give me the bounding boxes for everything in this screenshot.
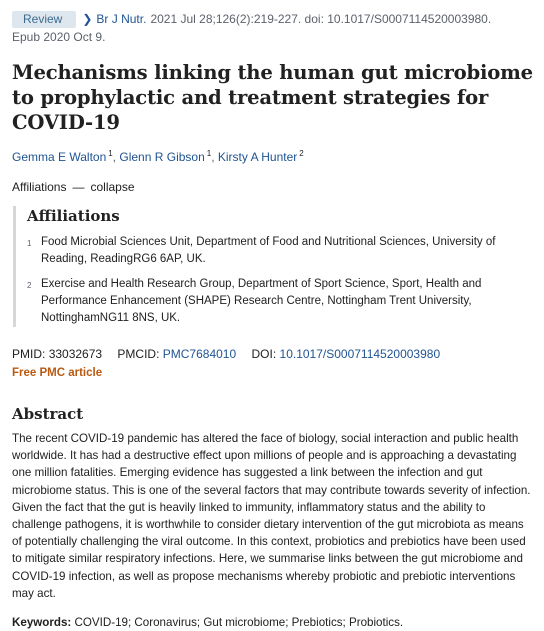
affiliations-toggle-label: Affiliations <box>12 180 67 194</box>
affiliation-text: Exercise and Health Research Group, Department of Sport Science, Sport, Health and Performance Enhancement (SHAPE) Research Centre, Nottingham Trent University, NottinghamNG11 8NS, UK. <box>41 278 482 324</box>
author-link[interactable]: Glenn R Gibson <box>119 150 205 164</box>
affiliation-number: 2 <box>27 281 32 290</box>
author-affiliation-ref[interactable]: 1 <box>206 149 212 158</box>
collapse-dash-icon: — <box>72 180 85 194</box>
review-badge[interactable]: Review <box>12 11 76 28</box>
affiliations-list <box>27 234 536 327</box>
epub-date: Epub 2020 Oct 9. <box>12 30 106 44</box>
doi-link[interactable]: 10.1017/S0007114520003980 <box>279 347 441 361</box>
article-page <box>12 10 536 631</box>
identifiers-line <box>12 345 536 363</box>
article-title: Mechanisms linking the human gut microbiome to prophylactic and treatment strategies for COVID-19 <box>12 61 533 134</box>
abstract-heading: Abstract <box>12 405 84 423</box>
keywords-line <box>12 614 536 631</box>
keywords-label: Keywords: <box>12 616 72 630</box>
free-pmc-article-link[interactable]: Free PMC article <box>12 367 103 379</box>
doi-label: DOI: <box>251 347 277 361</box>
author-affiliation-ref[interactable]: 1 <box>108 149 113 158</box>
pmid-value: 33032673 <box>48 347 103 361</box>
keywords-text: COVID-19; Coronavirus; Gut microbiome; Prebiotics; Probiotics. <box>71 616 404 630</box>
affiliation-text: Food Microbial Sciences Unit, Department of Food and Nutritional Sciences, University of Reading, ReadingRG6 6AP, UK. <box>41 236 496 265</box>
citation-line <box>12 10 536 28</box>
affiliations-toggle[interactable] <box>12 178 536 196</box>
author-link[interactable]: Gemma E Walton <box>12 150 107 164</box>
affiliations-collapse-link[interactable]: collapse <box>90 180 135 194</box>
pmcid-label: PMCID: <box>117 347 160 361</box>
author-affiliation-ref[interactable]: 2 <box>299 149 304 158</box>
author-link[interactable]: Kirsty A Hunter <box>217 150 298 164</box>
pmcid-link[interactable]: PMC7684010 <box>162 347 237 361</box>
chevron-right-icon[interactable]: ❯ <box>82 12 93 26</box>
affiliation-item <box>27 276 536 327</box>
citation-details: 2021 Jul 28;126(2):219-227. doi: 10.1017/S0007114520003980. <box>150 12 492 26</box>
affiliation-number: 1 <box>27 239 32 248</box>
authors-list: Gemma E Walton $^1$, Glenn R Gibson $^1$, Kirsty A Hunter $^2$ <box>12 149 304 164</box>
affiliations-heading: Affiliations <box>27 207 120 225</box>
pmid-label: PMID: <box>12 347 46 361</box>
journal-link[interactable]: Br J Nutr. <box>96 12 147 26</box>
affiliation-item <box>27 234 536 268</box>
affiliations-panel <box>13 206 536 327</box>
abstract-text: The recent COVID-19 pandemic has altered the face of biology, social interaction and public health worldwide. It has had a destructive effect upon millions of people and is approaching a devastating one million fatalities. Emerging evidence has suggested a link between the infection and gut microbiome status. This is one of the several factors that may contribute towards severity of infection. Given the fact that the gut is heavily linked to immunity, inflammatory status and the ability to challenge pathogens, it is worthwhile to consider dietary intervention of the gut microbiota as means of potentially challenging the viral outcome. In this context, probiotics and prebiotics have been used to mitigate similar respiratory infections. Here, we summarise links between the gut microbiome and COVID-19 infection, as well as propose mechanisms whereby probiotic and prebiotic interventions may act. <box>12 432 531 600</box>
